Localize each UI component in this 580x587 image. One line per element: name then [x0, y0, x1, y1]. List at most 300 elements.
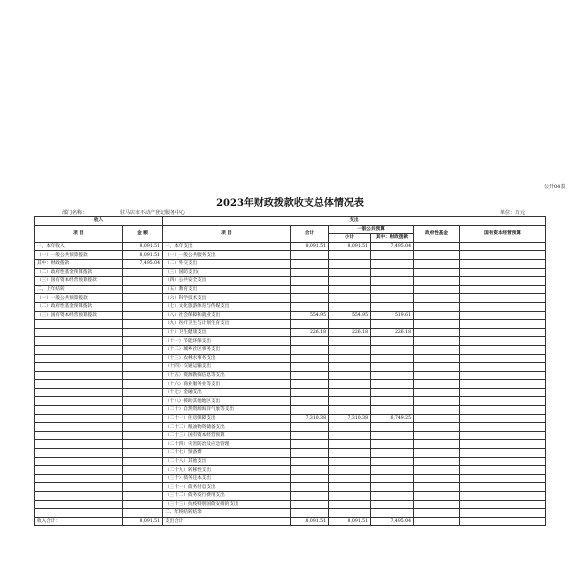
gov-fund-cell	[414, 492, 460, 501]
state-capital-cell	[460, 500, 546, 509]
state-capital-cell	[460, 440, 546, 449]
subtotal-cell	[329, 354, 371, 363]
income-amount-cell	[123, 277, 163, 286]
income-item-cell: 一、本年收入	[35, 242, 123, 251]
subtotal-cell	[329, 363, 371, 372]
total-cell	[291, 320, 329, 329]
income-amount-cell	[123, 363, 163, 372]
state-capital-cell	[460, 449, 546, 458]
gov-fund-cell	[414, 517, 460, 526]
fiscal-cell: 7,495.04	[371, 242, 414, 251]
income-item-cell	[35, 414, 123, 423]
income-item-cell: （三）国有资本经营预算拨款	[35, 277, 123, 286]
fiscal-cell	[371, 320, 414, 329]
gov-fund-cell	[414, 242, 460, 251]
total-cell	[291, 345, 329, 354]
income-item-cell	[35, 423, 123, 432]
income-header: 收入	[35, 217, 163, 226]
expense-item-cell: （十三）农林水事务支出	[163, 354, 291, 363]
subtotal-cell	[329, 483, 371, 492]
unit-label: 单位：万元	[500, 210, 526, 216]
subtotal-cell	[329, 492, 371, 501]
subtotal-cell	[329, 371, 371, 380]
fiscal-cell	[371, 406, 414, 415]
subtotal-cell	[329, 440, 371, 449]
subtotal-cell	[329, 259, 371, 268]
expense-item-cell: （二）外交支出	[163, 259, 291, 268]
income-amount-cell	[123, 492, 163, 501]
expense-header: 支出	[163, 217, 546, 226]
fiscal-cell	[371, 388, 414, 397]
subtotal-cell	[329, 294, 371, 303]
fiscal-cell: 519.61	[371, 311, 414, 320]
expense-item-cell: （六）科学技术支出	[163, 294, 291, 303]
table-row	[35, 380, 546, 389]
gov-fund-cell	[414, 277, 460, 286]
gov-fund-cell	[414, 354, 460, 363]
income-amount-cell	[123, 509, 163, 518]
income-item-cell	[35, 371, 123, 380]
expense-item-cell: （十四）交通运输支出	[163, 363, 291, 372]
expense-item-cell: （三）国防支出(	[163, 268, 291, 277]
state-capital-cell	[460, 285, 546, 294]
table-row	[35, 474, 546, 483]
table-code: 公开04表	[544, 184, 566, 190]
gov-fund-cell	[414, 457, 460, 466]
income-amount-cell	[123, 457, 163, 466]
dept-label: 部门名称：	[62, 210, 88, 216]
subtotal-header: 小计	[329, 234, 371, 243]
income-item-cell	[35, 457, 123, 466]
table-row	[35, 397, 546, 406]
expense-item-cell: （十）卫生健康支出	[163, 328, 291, 337]
fiscal-cell	[371, 354, 414, 363]
fiscal-cell	[371, 457, 414, 466]
state-capital-cell	[460, 363, 546, 372]
total-cell	[291, 474, 329, 483]
state-capital-cell	[460, 457, 546, 466]
income-item-cell: （二）政府性基金预算拨款	[35, 302, 123, 311]
fiscal-cell	[371, 363, 414, 372]
table-row	[35, 259, 546, 268]
expense-item-cell: （十一）节能环保支出	[163, 337, 291, 346]
table-row	[35, 337, 546, 346]
fiscal-cell	[371, 345, 414, 354]
income-item-cell	[35, 466, 123, 475]
table-row	[35, 483, 546, 492]
gov-fund-cell	[414, 397, 460, 406]
total-cell	[291, 268, 329, 277]
subtotal-cell	[329, 474, 371, 483]
state-capital-header: 国有资本经营预算	[460, 225, 546, 242]
total-cell	[291, 380, 329, 389]
expense-item-cell: （一）一般公共服务支出	[163, 251, 291, 260]
income-item-cell	[35, 483, 123, 492]
table-row	[35, 354, 546, 363]
total-cell	[291, 500, 329, 509]
income-amount-cell	[123, 397, 163, 406]
income-item-cell: （一）一般公共预算拨款	[35, 251, 123, 260]
state-capital-cell	[460, 423, 546, 432]
gov-fund-cell	[414, 388, 460, 397]
table-row	[35, 431, 546, 440]
fiscal-cell	[371, 294, 414, 303]
state-capital-cell	[460, 354, 546, 363]
expense-item-cell: （十七）金融支出	[163, 388, 291, 397]
table-row	[35, 345, 546, 354]
subtotal-cell: 8,091.51	[329, 517, 371, 526]
total-cell	[291, 259, 329, 268]
subtotal-cell	[329, 320, 371, 329]
fiscal-cell: 6,749.25	[371, 414, 414, 423]
total-cell	[291, 406, 329, 415]
table-row	[35, 406, 546, 415]
of-which-header: 其中：财政拨款	[371, 234, 414, 243]
general-budget-header: 一般公共预算	[329, 225, 414, 234]
gov-fund-cell	[414, 251, 460, 260]
table-row	[35, 311, 546, 320]
gov-fund-cell	[414, 449, 460, 458]
fiscal-cell	[371, 431, 414, 440]
fiscal-cell	[371, 277, 414, 286]
income-amount-header: 金 额	[123, 225, 163, 242]
gov-fund-cell	[414, 380, 460, 389]
state-capital-cell	[460, 474, 546, 483]
gov-fund-cell	[414, 423, 460, 432]
gov-fund-cell	[414, 268, 460, 277]
dept-name: 驻马店市不动产登记服务中心	[120, 210, 186, 216]
gov-fund-cell	[414, 363, 460, 372]
expense-item-cell: （二十七）预备费	[163, 449, 291, 458]
fiscal-cell	[371, 371, 414, 380]
income-item-cell: （三）国有资本经营预算拨款	[35, 311, 123, 320]
table-row	[35, 466, 546, 475]
income-amount-cell	[123, 354, 163, 363]
gov-fund-cell	[414, 285, 460, 294]
total-cell	[291, 371, 329, 380]
total-cell	[291, 363, 329, 372]
income-amount-cell	[123, 302, 163, 311]
total-cell	[291, 431, 329, 440]
income-item-cell	[35, 431, 123, 440]
income-amount-cell	[123, 337, 163, 346]
total-cell	[291, 294, 329, 303]
total-cell	[291, 285, 329, 294]
subtotal-cell	[329, 397, 371, 406]
table-row	[35, 449, 546, 458]
state-capital-cell	[460, 466, 546, 475]
fiscal-cell	[371, 259, 414, 268]
fiscal-cell	[371, 492, 414, 501]
subtotal-cell	[329, 380, 371, 389]
subtotal-cell	[329, 449, 371, 458]
expense-item-cell: （三十）债务还本支出	[163, 474, 291, 483]
income-amount-cell	[123, 406, 163, 415]
income-amount-cell	[123, 371, 163, 380]
gov-fund-cell	[414, 406, 460, 415]
income-item-cell: （一）一般公共预算拨款	[35, 294, 123, 303]
income-amount-cell	[123, 328, 163, 337]
total-header: 合计	[291, 225, 329, 242]
state-capital-cell	[460, 388, 546, 397]
income-item-cell	[35, 354, 123, 363]
income-amount-cell	[123, 388, 163, 397]
total-cell	[291, 354, 329, 363]
fiscal-cell	[371, 423, 414, 432]
fiscal-cell	[371, 337, 414, 346]
table-row	[35, 423, 546, 432]
total-cell	[291, 388, 329, 397]
fiscal-cell	[371, 500, 414, 509]
income-amount-cell	[123, 423, 163, 432]
table-row	[35, 302, 546, 311]
gov-fund-cell	[414, 294, 460, 303]
total-cell: 7,310.38	[291, 414, 329, 423]
table-row	[35, 251, 546, 260]
subtotal-cell	[329, 277, 371, 286]
gov-fund-cell	[414, 259, 460, 268]
table-row	[35, 492, 546, 501]
income-amount-cell	[123, 483, 163, 492]
state-capital-cell	[460, 268, 546, 277]
fiscal-cell	[371, 449, 414, 458]
expense-item-cell: （三十一）债务付息支出	[163, 483, 291, 492]
fiscal-cell	[371, 509, 414, 518]
fiscal-cell	[371, 474, 414, 483]
table-row	[35, 371, 546, 380]
income-amount-cell: 7,495.04	[123, 259, 163, 268]
income-amount-cell: 8,091.51	[123, 251, 163, 260]
total-cell	[291, 337, 329, 346]
total-cell	[291, 423, 329, 432]
income-item-cell	[35, 328, 123, 337]
fiscal-cell	[371, 440, 414, 449]
gov-fund-cell	[414, 483, 460, 492]
expense-item-cell: （二十四）灾害防治及应急管理	[163, 440, 291, 449]
income-amount-cell	[123, 345, 163, 354]
expense-item-cell: （二十三）国有资本经营预算	[163, 431, 291, 440]
income-amount-cell: 8,091.51	[123, 517, 163, 526]
fiscal-cell	[371, 302, 414, 311]
state-capital-cell	[460, 371, 546, 380]
table-row	[35, 500, 546, 509]
expense-item-cell: （九）医疗卫生与计划生育支出	[163, 320, 291, 329]
income-amount-cell	[123, 294, 163, 303]
income-amount-cell	[123, 440, 163, 449]
state-capital-cell	[460, 492, 546, 501]
state-capital-cell	[460, 320, 546, 329]
table-row	[35, 388, 546, 397]
gov-fund-cell	[414, 328, 460, 337]
table-row	[35, 457, 546, 466]
total-cell: 226.18	[291, 328, 329, 337]
expense-item-cell: （十八）援助其他地区支出	[163, 397, 291, 406]
state-capital-cell	[460, 397, 546, 406]
table-row	[35, 509, 546, 518]
expense-item-cell: （十五）资源勘探信息等支出	[163, 371, 291, 380]
gov-fund-cell	[414, 466, 460, 475]
state-capital-cell	[460, 259, 546, 268]
subtotal-cell	[329, 302, 371, 311]
table-row	[35, 328, 546, 337]
expense-item-cell: （二十二）粮油物资储备支出	[163, 423, 291, 432]
table-row	[35, 277, 546, 286]
income-amount-cell	[123, 311, 163, 320]
subtotal-cell	[329, 457, 371, 466]
income-item-cell	[35, 474, 123, 483]
income-amount-cell	[123, 320, 163, 329]
expense-item-cell: 二、年终结转结余	[163, 509, 291, 518]
income-item-cell: 收入合计：	[35, 517, 123, 526]
fiscal-cell: 7,495.04	[371, 517, 414, 526]
state-capital-cell	[460, 328, 546, 337]
total-cell	[291, 492, 329, 501]
total-cell	[291, 440, 329, 449]
total-cell	[291, 483, 329, 492]
gov-fund-cell	[414, 500, 460, 509]
income-item-cell	[35, 406, 123, 415]
income-amount-cell	[123, 466, 163, 475]
total-cell	[291, 449, 329, 458]
income-item-cell	[35, 397, 123, 406]
income-item-cell	[35, 388, 123, 397]
subtotal-cell	[329, 509, 371, 518]
gov-fund-cell	[414, 311, 460, 320]
table-row	[35, 294, 546, 303]
table-row	[35, 320, 546, 329]
income-amount-cell	[123, 268, 163, 277]
income-amount-cell	[123, 380, 163, 389]
income-item-cell	[35, 380, 123, 389]
expense-item-cell: （三十三）抗疫特别国债安排的支出	[163, 500, 291, 509]
total-cell: 554.95	[291, 311, 329, 320]
income-item-cell	[35, 345, 123, 354]
total-cell	[291, 466, 329, 475]
income-item-cell	[35, 492, 123, 501]
total-cell	[291, 509, 329, 518]
expense-item-cell: （二十）自然资源海洋气象等支出	[163, 406, 291, 415]
subtotal-cell	[329, 423, 371, 432]
income-item-cell	[35, 440, 123, 449]
income-item-cell	[35, 449, 123, 458]
table-row	[35, 414, 546, 423]
expense-item-cell: （七）文化旅游体育与传媒支出	[163, 302, 291, 311]
state-capital-cell	[460, 406, 546, 415]
subtotal-cell	[329, 388, 371, 397]
finance-table	[34, 216, 546, 526]
subtotal-cell	[329, 337, 371, 346]
subtotal-cell	[329, 466, 371, 475]
gov-fund-cell	[414, 474, 460, 483]
subtotal-cell: 226.18	[329, 328, 371, 337]
expense-item-cell: （十二）城乡社区事务支出	[163, 345, 291, 354]
fiscal-cell: 226.18	[371, 328, 414, 337]
state-capital-cell	[460, 311, 546, 320]
gov-fund-header: 政府性基金	[414, 225, 460, 242]
state-capital-cell	[460, 517, 546, 526]
income-item-cell	[35, 500, 123, 509]
gov-fund-cell	[414, 431, 460, 440]
total-cell: 8,091.51	[291, 517, 329, 526]
subtotal-cell	[329, 500, 371, 509]
income-item-cell: 其中：财政拨款	[35, 259, 123, 268]
income-amount-cell	[123, 474, 163, 483]
expense-item-header: 项 目	[163, 225, 291, 242]
subtotal-cell	[329, 285, 371, 294]
total-row	[35, 517, 546, 526]
expense-item-cell: （二十一）住房保障支出	[163, 414, 291, 423]
state-capital-cell	[460, 277, 546, 286]
state-capital-cell	[460, 302, 546, 311]
fiscal-cell	[371, 466, 414, 475]
state-capital-cell	[460, 380, 546, 389]
subtotal-cell: 554.95	[329, 311, 371, 320]
gov-fund-cell	[414, 371, 460, 380]
total-cell	[291, 397, 329, 406]
expense-item-cell: （八）社会保障和就业支出	[163, 311, 291, 320]
fiscal-cell	[371, 268, 414, 277]
state-capital-cell	[460, 242, 546, 251]
total-cell	[291, 277, 329, 286]
state-capital-cell	[460, 345, 546, 354]
total-cell: 8,091.51	[291, 242, 329, 251]
state-capital-cell	[460, 509, 546, 518]
expense-item-cell: （三十二）债务发行费用支出	[163, 492, 291, 501]
state-capital-cell	[460, 414, 546, 423]
table-row	[35, 242, 546, 251]
table-row	[35, 440, 546, 449]
gov-fund-cell	[414, 440, 460, 449]
income-item-cell: （二）政府性基金预算拨款	[35, 268, 123, 277]
state-capital-cell	[460, 294, 546, 303]
gov-fund-cell	[414, 509, 460, 518]
expense-item-cell: 一、本年支出	[163, 242, 291, 251]
fiscal-cell	[371, 380, 414, 389]
gov-fund-cell	[414, 345, 460, 354]
table-row	[35, 268, 546, 277]
expense-item-cell: 支出合计	[163, 517, 291, 526]
state-capital-cell	[460, 251, 546, 260]
table-row	[35, 363, 546, 372]
income-item-cell: 二、上年结转	[35, 285, 123, 294]
income-item-cell	[35, 363, 123, 372]
total-cell	[291, 302, 329, 311]
total-cell	[291, 457, 329, 466]
income-amount-cell	[123, 449, 163, 458]
income-amount-cell	[123, 431, 163, 440]
state-capital-cell	[460, 337, 546, 346]
expense-item-cell: （二十九）转移性支出	[163, 466, 291, 475]
subtotal-cell: 8,091.51	[329, 242, 371, 251]
gov-fund-cell	[414, 302, 460, 311]
income-amount-cell	[123, 285, 163, 294]
subtotal-cell	[329, 345, 371, 354]
table-row	[35, 285, 546, 294]
state-capital-cell	[460, 483, 546, 492]
subtotal-cell: 7,310.38	[329, 414, 371, 423]
state-capital-cell	[460, 431, 546, 440]
gov-fund-cell	[414, 414, 460, 423]
income-item-cell	[35, 337, 123, 346]
fiscal-cell	[371, 285, 414, 294]
expense-item-cell: （四）公共安全支出	[163, 277, 291, 286]
subtotal-cell	[329, 406, 371, 415]
expense-item-cell: （十六）商业服务业等支出	[163, 380, 291, 389]
subtotal-cell	[329, 431, 371, 440]
expense-item-cell: （二十八）其他支出	[163, 457, 291, 466]
fiscal-cell	[371, 483, 414, 492]
income-item-cell	[35, 509, 123, 518]
